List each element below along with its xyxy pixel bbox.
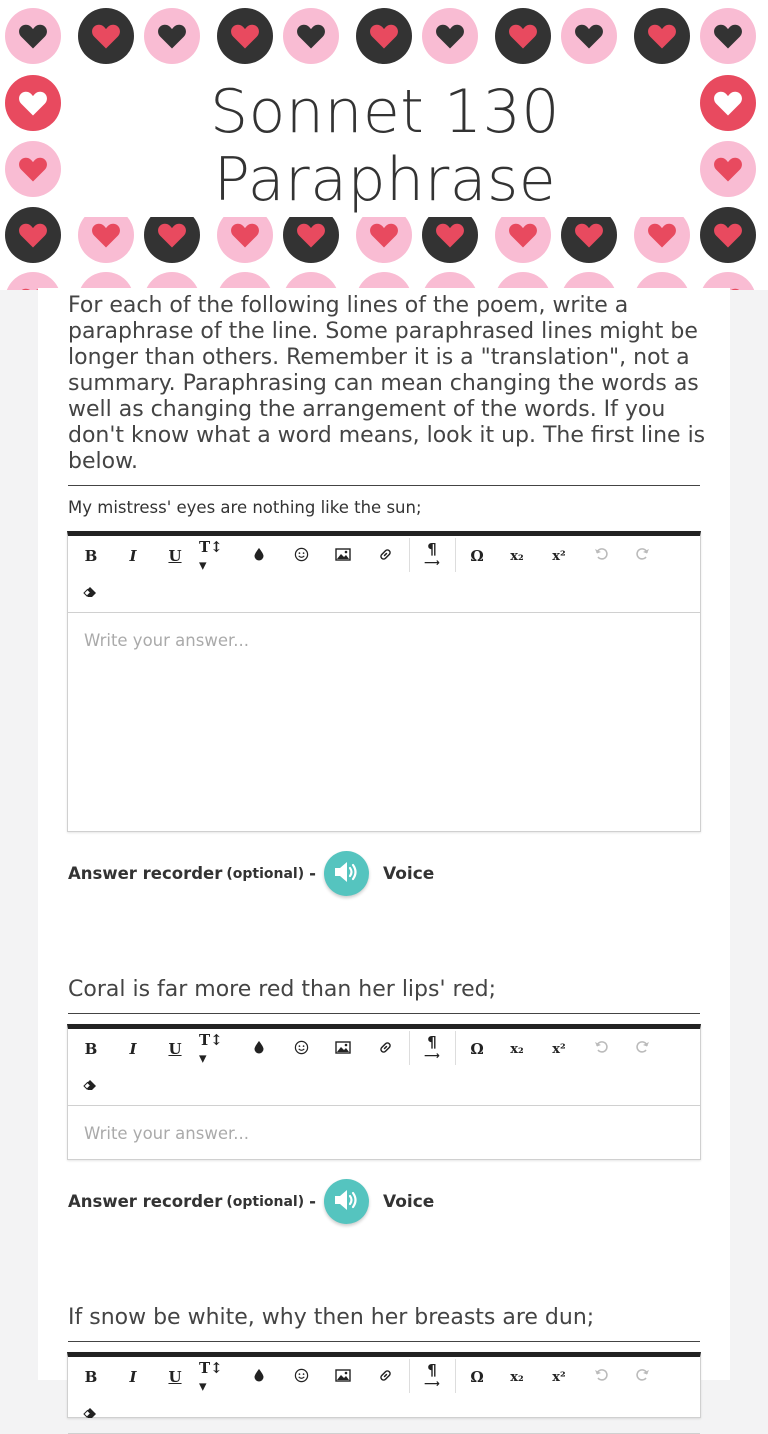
paragraph-icon: ¶ ⟶ bbox=[424, 1032, 440, 1062]
page-title-line2: Paraphrase bbox=[213, 145, 557, 215]
subscript-button[interactable]: x₂ bbox=[510, 1041, 524, 1057]
heart-dot-icon bbox=[217, 8, 273, 64]
heart-dot-icon bbox=[5, 141, 61, 197]
special-char-button[interactable]: Ω bbox=[470, 1040, 484, 1058]
heart-dot-icon bbox=[700, 75, 756, 131]
question-2-prompt: Coral is far more red than her lips' red; bbox=[68, 977, 496, 1002]
paragraph-button[interactable] bbox=[414, 1032, 450, 1066]
recorder-label: Answer recorder bbox=[68, 864, 223, 883]
heart-dot-icon bbox=[5, 75, 61, 131]
underline-button[interactable]: U bbox=[168, 547, 182, 565]
text-color-button[interactable] bbox=[241, 1360, 277, 1394]
page-title-line1: Sonnet 130 bbox=[210, 77, 560, 147]
answer-editor-3 bbox=[67, 1352, 701, 1418]
superscript-button[interactable]: x² bbox=[552, 1369, 566, 1385]
recorder-optional: (optional) bbox=[226, 865, 305, 882]
emoji-button[interactable] bbox=[283, 1032, 319, 1066]
answer-placeholder: Write your answer... bbox=[84, 631, 249, 650]
text-color-button[interactable] bbox=[241, 539, 277, 573]
answer-recorder-2 bbox=[68, 1179, 434, 1224]
text-size-button[interactable]: T↕ ▾ bbox=[199, 1031, 223, 1067]
subscript-button[interactable]: x₂ bbox=[510, 1369, 524, 1385]
redo-button[interactable] bbox=[625, 1032, 661, 1066]
heart-dot-icon bbox=[634, 8, 690, 64]
toolbar-separator bbox=[409, 538, 410, 572]
heart-dot-icon bbox=[422, 8, 478, 64]
bold-button[interactable]: B bbox=[84, 1040, 98, 1058]
instructions: For each of the following lines of the poem, write a paraphrase of the line. Some paraphrased lines might be longer than others. Remember it is a "translation", not a summary. Paraphrasing can mean changing the words as well as changing the arrangement of the words. If you don't know what a word means, look it up. The first line is below. bbox=[68, 293, 706, 474]
italic-button[interactable]: I bbox=[129, 547, 137, 565]
heart-dot-icon bbox=[700, 207, 756, 263]
recorder-dash: - bbox=[309, 864, 316, 883]
image-icon bbox=[335, 547, 351, 565]
heart-dot-icon bbox=[561, 8, 617, 64]
subscript-button[interactable]: x₂ bbox=[510, 548, 524, 564]
toolbar-separator bbox=[455, 1359, 456, 1393]
answer-editor-2 bbox=[67, 1024, 701, 1160]
eraser-icon bbox=[83, 1077, 99, 1095]
undo-button[interactable] bbox=[583, 1360, 619, 1394]
italic-button[interactable]: I bbox=[129, 1368, 137, 1386]
undo-button[interactable] bbox=[583, 539, 619, 573]
question-1-prompt: My mistress' eyes are nothing like the sun; bbox=[68, 498, 422, 517]
bold-button[interactable]: B bbox=[84, 547, 98, 565]
heart-dot-icon bbox=[5, 207, 61, 263]
heart-dot-icon bbox=[700, 8, 756, 64]
superscript-button[interactable]: x² bbox=[552, 1041, 566, 1057]
redo-icon bbox=[636, 547, 650, 565]
answer-editor-1 bbox=[67, 531, 701, 832]
insert-image-button[interactable] bbox=[325, 1360, 361, 1394]
heart-dot-icon bbox=[700, 141, 756, 197]
voice-label[interactable]: Voice bbox=[383, 1191, 435, 1212]
toolbar-separator bbox=[409, 1031, 410, 1065]
toolbar-separator bbox=[455, 1031, 456, 1065]
question-3-prompt: If snow be white, why then her breasts are dun; bbox=[68, 1305, 595, 1330]
answer-placeholder: Write your answer... bbox=[84, 1124, 249, 1143]
text-size-button[interactable]: T↕ ▾ bbox=[199, 1359, 223, 1395]
italic-button[interactable]: I bbox=[129, 1040, 137, 1058]
undo-icon bbox=[594, 547, 608, 565]
link-icon bbox=[378, 1040, 393, 1059]
toolbar-separator bbox=[455, 538, 456, 572]
paragraph-icon: ¶ ⟶ bbox=[424, 1360, 440, 1390]
insert-link-button[interactable] bbox=[367, 539, 403, 573]
undo-icon bbox=[594, 1040, 608, 1058]
speaker-icon bbox=[333, 1188, 361, 1216]
recorder-optional: (optional) bbox=[226, 1193, 305, 1210]
underline-button[interactable]: U bbox=[168, 1368, 182, 1386]
editor-toolbar bbox=[68, 1029, 700, 1106]
editor-toolbar bbox=[68, 536, 700, 613]
insert-link-button[interactable] bbox=[367, 1360, 403, 1394]
clear-format-button[interactable] bbox=[73, 1069, 109, 1103]
insert-image-button[interactable] bbox=[325, 539, 361, 573]
clear-format-button[interactable] bbox=[73, 576, 109, 610]
paragraph-button[interactable] bbox=[414, 539, 450, 573]
answer-recorder-1 bbox=[68, 851, 434, 896]
emoji-button[interactable] bbox=[283, 1360, 319, 1394]
record-voice-button[interactable] bbox=[324, 851, 369, 896]
eraser-icon bbox=[83, 1405, 99, 1423]
link-icon bbox=[378, 1368, 393, 1387]
answer-input-2[interactable] bbox=[68, 1106, 700, 1159]
answer-input-1[interactable] bbox=[68, 613, 700, 831]
undo-button[interactable] bbox=[583, 1032, 619, 1066]
bold-button[interactable]: B bbox=[84, 1368, 98, 1386]
smile-icon bbox=[294, 547, 309, 566]
redo-button[interactable] bbox=[625, 539, 661, 573]
underline-button[interactable]: U bbox=[168, 1040, 182, 1058]
heart-dot-icon bbox=[356, 8, 412, 64]
link-icon bbox=[378, 547, 393, 566]
undo-icon bbox=[594, 1368, 608, 1386]
divider bbox=[68, 1013, 700, 1014]
smile-icon bbox=[294, 1040, 309, 1059]
insert-image-button[interactable] bbox=[325, 1032, 361, 1066]
heart-dot-icon bbox=[144, 8, 200, 64]
heart-dot-icon bbox=[78, 8, 134, 64]
redo-icon bbox=[636, 1040, 650, 1058]
toolbar-separator bbox=[409, 1359, 410, 1393]
superscript-button[interactable]: x² bbox=[552, 548, 566, 564]
paragraph-button[interactable] bbox=[414, 1360, 450, 1394]
editor-toolbar bbox=[68, 1357, 700, 1434]
divider bbox=[68, 485, 700, 486]
insert-link-button[interactable] bbox=[367, 1032, 403, 1066]
drop-icon bbox=[253, 1040, 265, 1058]
paragraph-icon: ¶ ⟶ bbox=[424, 539, 440, 569]
emoji-button[interactable] bbox=[283, 539, 319, 573]
image-icon bbox=[335, 1040, 351, 1058]
recorder-label: Answer recorder bbox=[68, 1192, 223, 1211]
speaker-icon bbox=[333, 860, 361, 888]
drop-icon bbox=[253, 1368, 265, 1386]
recorder-dash: - bbox=[309, 1192, 316, 1211]
page-title bbox=[75, 78, 695, 214]
heart-dot-icon bbox=[5, 8, 61, 64]
text-size-button[interactable]: T↕ ▾ bbox=[199, 538, 223, 574]
text-color-button[interactable] bbox=[241, 1032, 277, 1066]
smile-icon bbox=[294, 1368, 309, 1387]
record-voice-button[interactable] bbox=[324, 1179, 369, 1224]
heart-dot-icon bbox=[283, 8, 339, 64]
drop-icon bbox=[253, 547, 265, 565]
redo-icon bbox=[636, 1368, 650, 1386]
special-char-button[interactable]: Ω bbox=[470, 547, 484, 565]
redo-button[interactable] bbox=[625, 1360, 661, 1394]
special-char-button[interactable]: Ω bbox=[470, 1368, 484, 1386]
image-icon bbox=[335, 1368, 351, 1386]
eraser-icon bbox=[83, 584, 99, 602]
heart-dot-icon bbox=[495, 8, 551, 64]
voice-label[interactable]: Voice bbox=[383, 863, 435, 884]
divider bbox=[68, 1341, 700, 1342]
clear-format-button[interactable] bbox=[73, 1397, 109, 1431]
